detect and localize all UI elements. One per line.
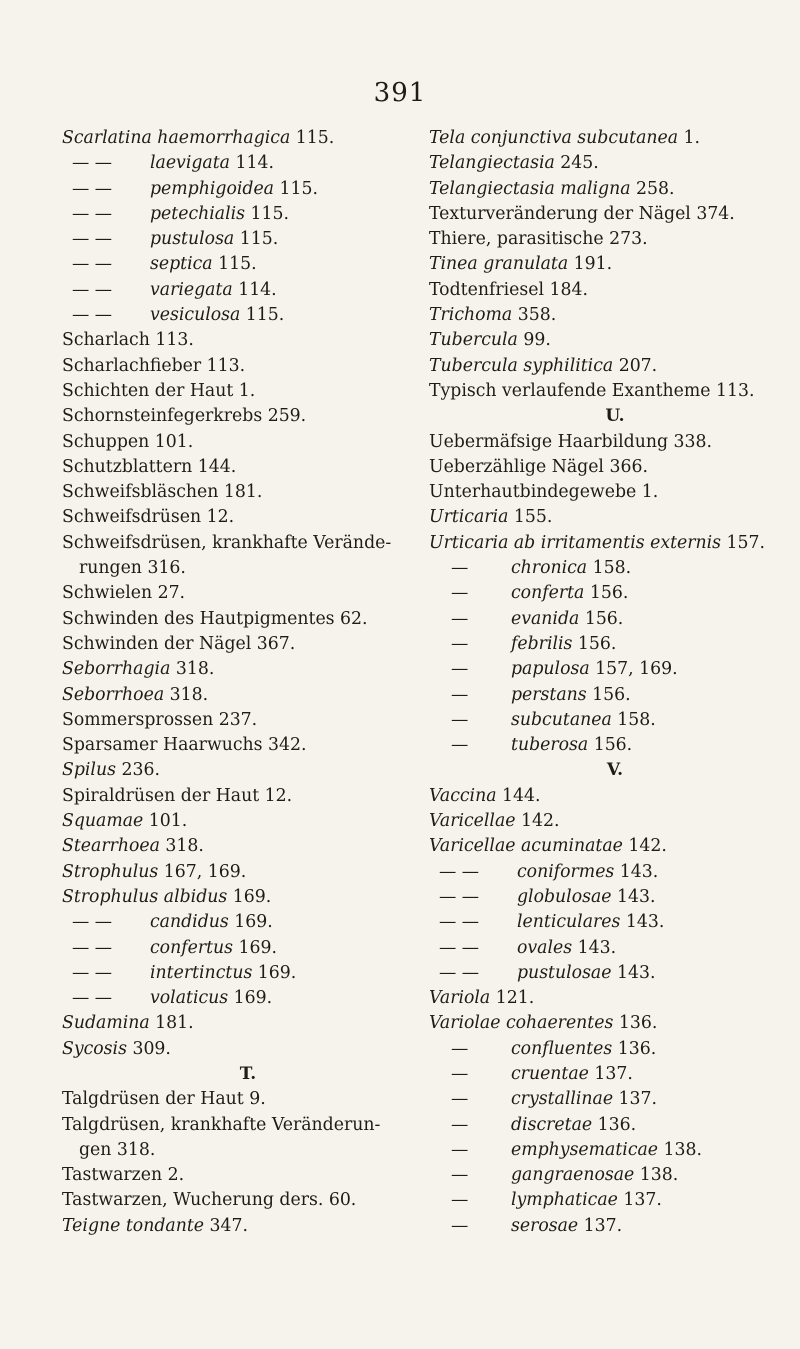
index-term: Texturveränderung der Nägel bbox=[429, 203, 691, 224]
page-reference: 169. bbox=[228, 988, 273, 1009]
page-reference: 136. bbox=[612, 1038, 657, 1059]
index-term: petechialis bbox=[150, 203, 246, 224]
page-reference: 101. bbox=[143, 811, 188, 832]
index-entry bbox=[429, 708, 800, 733]
index-entry bbox=[429, 303, 800, 328]
index-term: Schweifsdrüsen, krankhafte Verände- bbox=[62, 532, 392, 553]
index-term: Schwinden der Nägel bbox=[62, 633, 252, 654]
index-entry bbox=[429, 505, 800, 530]
index-entry bbox=[62, 430, 434, 455]
index-term: Spiraldrüsen der Haut bbox=[62, 785, 260, 806]
index-term: papulosa bbox=[511, 659, 590, 680]
index-entry bbox=[429, 455, 800, 480]
page-reference: 115. bbox=[212, 254, 257, 275]
page-reference: 1. bbox=[233, 380, 256, 401]
page-reference: 318. bbox=[170, 659, 215, 680]
index-column-left bbox=[62, 126, 434, 1239]
page-reference: 143. bbox=[611, 962, 656, 983]
page-reference: 157, 169. bbox=[589, 659, 678, 680]
page-reference: 156. bbox=[588, 735, 633, 756]
repeat-dash: — — bbox=[72, 912, 113, 933]
index-term: Telangiectasia bbox=[429, 153, 555, 174]
index-entry bbox=[62, 1113, 434, 1138]
index-term: Teigne tondante bbox=[62, 1215, 204, 1236]
index-entry bbox=[429, 151, 800, 176]
index-entry bbox=[62, 177, 434, 202]
page-reference: 138. bbox=[634, 1165, 679, 1186]
index-term: serosae bbox=[511, 1215, 579, 1236]
index-term: conferta bbox=[511, 583, 585, 604]
page-reference: 1. bbox=[636, 482, 659, 503]
index-term: Schwinden des Hautpigmentes bbox=[62, 608, 335, 629]
repeat-dash: — bbox=[451, 1089, 469, 1110]
index-term: rungen bbox=[79, 558, 142, 579]
repeat-dash: — — bbox=[72, 178, 113, 199]
repeat-dash: — bbox=[451, 1063, 469, 1084]
page-reference: 156. bbox=[572, 633, 617, 654]
index-entry bbox=[62, 404, 434, 429]
repeat-dash: — — bbox=[439, 861, 480, 882]
index-term: Todtenfriesel bbox=[429, 279, 544, 300]
index-entry bbox=[429, 733, 800, 758]
index-term: Schweifsbläschen bbox=[62, 482, 219, 503]
index-term: Strophulus bbox=[62, 861, 159, 882]
page-reference: 184. bbox=[544, 279, 588, 300]
index-term: subcutanea bbox=[511, 709, 612, 730]
index-entry bbox=[62, 607, 434, 632]
index-entry bbox=[429, 683, 800, 708]
repeat-dash: — bbox=[451, 684, 469, 705]
index-term: coniformes bbox=[517, 861, 615, 882]
index-entry bbox=[429, 581, 800, 606]
index-term: Ueberzählige Nägel bbox=[429, 456, 604, 477]
index-term: Schweifsdrüsen bbox=[62, 507, 202, 528]
index-term: Strophulus albidus bbox=[62, 886, 228, 907]
index-entry bbox=[429, 607, 800, 632]
index-term: laevigata bbox=[150, 153, 230, 174]
index-term: Urticaria bbox=[429, 507, 509, 528]
repeat-dash: — bbox=[451, 659, 469, 680]
index-term: Talgdrüsen der Haut bbox=[62, 1089, 244, 1110]
index-entry bbox=[429, 328, 800, 353]
index-entry bbox=[429, 202, 800, 227]
index-term: Tinea granulata bbox=[429, 254, 569, 275]
index-term: Squamae bbox=[62, 811, 144, 832]
index-entry bbox=[429, 556, 800, 581]
index-term: febrilis bbox=[511, 633, 573, 654]
page-reference: 157. bbox=[721, 532, 766, 553]
page-reference: 142. bbox=[622, 836, 667, 857]
index-term: discretae bbox=[511, 1114, 593, 1135]
repeat-dash: — bbox=[451, 1114, 469, 1135]
index-term: Talgdrüsen, krankhafte Veränderun- bbox=[62, 1114, 381, 1135]
page-reference: 137. bbox=[588, 1063, 633, 1084]
index-term: Scharlachfieber bbox=[62, 355, 202, 376]
index-term: Spilus bbox=[62, 760, 116, 781]
index-term: Telangiectasia maligna bbox=[429, 178, 631, 199]
page-reference: 259. bbox=[262, 406, 307, 427]
page-reference: 309. bbox=[126, 1038, 171, 1059]
index-entry bbox=[429, 961, 800, 986]
page-reference: 156. bbox=[584, 583, 629, 604]
repeat-dash: — — bbox=[72, 153, 113, 174]
page-number: 391 bbox=[373, 78, 427, 108]
index-entry bbox=[429, 379, 800, 404]
page-reference: 137. bbox=[613, 1089, 658, 1110]
page-reference: 156. bbox=[586, 684, 631, 705]
index-entry bbox=[62, 354, 434, 379]
repeat-dash: — — bbox=[439, 912, 480, 933]
index-entry bbox=[429, 531, 800, 556]
index-entry bbox=[429, 632, 800, 657]
index-entry bbox=[62, 303, 434, 328]
index-entry bbox=[62, 227, 434, 252]
index-entry bbox=[62, 657, 434, 682]
index-term: Schornsteinfegerkrebs bbox=[62, 406, 263, 427]
index-term: Schutzblattern bbox=[62, 456, 193, 477]
page-reference: 27. bbox=[152, 583, 186, 604]
repeat-dash: — bbox=[451, 1190, 469, 1211]
page-reference: 237. bbox=[213, 709, 258, 730]
repeat-dash: — bbox=[451, 633, 469, 654]
index-term: Uebermäfsige Haarbildung bbox=[429, 431, 669, 452]
index-term: evanida bbox=[511, 608, 580, 629]
index-entry bbox=[62, 733, 434, 758]
section-letter: U. bbox=[605, 406, 625, 427]
index-entry bbox=[62, 1214, 434, 1239]
index-entry bbox=[62, 202, 434, 227]
index-entry bbox=[62, 632, 434, 657]
index-entry bbox=[62, 556, 434, 581]
index-entry bbox=[429, 1037, 800, 1062]
repeat-dash: — — bbox=[72, 937, 113, 958]
index-entry bbox=[62, 910, 434, 935]
index-entry bbox=[62, 1138, 434, 1163]
index-entry bbox=[62, 683, 434, 708]
index-term: gen bbox=[79, 1139, 112, 1160]
index-entry bbox=[429, 986, 800, 1011]
page-reference: 316. bbox=[141, 558, 186, 579]
index-entry bbox=[429, 809, 800, 834]
index-term: Tastwarzen, Wucherung ders. bbox=[62, 1190, 324, 1211]
index-entry bbox=[429, 1214, 800, 1239]
index-entry bbox=[62, 480, 434, 505]
page-reference: 115. bbox=[245, 203, 290, 224]
index-term: crystallinae bbox=[511, 1089, 614, 1110]
page-reference: 155. bbox=[508, 507, 553, 528]
page-reference: 121. bbox=[490, 988, 535, 1009]
page-reference: 143. bbox=[620, 912, 665, 933]
repeat-dash: — bbox=[451, 1215, 469, 1236]
index-term: Tubercula syphilitica bbox=[429, 355, 614, 376]
page-reference: 181. bbox=[218, 482, 263, 503]
index-entry bbox=[429, 834, 800, 859]
index-term: gangraenosae bbox=[511, 1165, 635, 1186]
index-entry bbox=[429, 252, 800, 277]
index-term: pustulosae bbox=[517, 962, 612, 983]
index-entry bbox=[62, 885, 434, 910]
page-reference: 318. bbox=[164, 684, 209, 705]
repeat-dash: — bbox=[451, 735, 469, 756]
index-entry bbox=[62, 455, 434, 480]
index-entry bbox=[429, 1188, 800, 1213]
index-term: septica bbox=[150, 254, 213, 275]
page-reference: 156. bbox=[579, 608, 624, 629]
page-reference: 169. bbox=[252, 962, 297, 983]
index-term: globulosae bbox=[517, 886, 612, 907]
index-entry bbox=[429, 860, 800, 885]
page-reference: 136. bbox=[613, 1013, 658, 1034]
index-entry bbox=[62, 758, 434, 783]
index-term: Unterhautbindegewebe bbox=[429, 482, 637, 503]
repeat-dash: — bbox=[451, 1139, 469, 1160]
page-reference: 258. bbox=[630, 178, 675, 199]
page-reference: 137. bbox=[578, 1215, 623, 1236]
index-entry bbox=[429, 126, 800, 151]
page-reference: 9. bbox=[243, 1089, 266, 1110]
repeat-dash: — — bbox=[72, 254, 113, 275]
index-term: Sudamina bbox=[62, 1013, 150, 1034]
index-entry bbox=[62, 1188, 434, 1213]
index-term: Varicellae acuminatae bbox=[429, 836, 623, 857]
index-entry bbox=[62, 961, 434, 986]
page-reference: 236. bbox=[115, 760, 160, 781]
index-entry bbox=[429, 278, 800, 303]
repeat-dash: — — bbox=[72, 279, 113, 300]
repeat-dash: — — bbox=[439, 937, 480, 958]
page-reference: 115. bbox=[290, 128, 335, 148]
repeat-dash: — bbox=[451, 1038, 469, 1059]
index-entry bbox=[62, 1163, 434, 1188]
page-reference: 273. bbox=[603, 229, 648, 250]
repeat-dash: — — bbox=[72, 962, 113, 983]
index-term: vesiculosa bbox=[150, 305, 241, 326]
page-reference: 114. bbox=[229, 153, 274, 174]
page-reference: 347. bbox=[204, 1215, 248, 1236]
page-reference: 113. bbox=[201, 355, 246, 376]
index-term: Typisch verlaufende Exantheme bbox=[429, 380, 711, 401]
page-reference: 143. bbox=[614, 861, 659, 882]
index-entry bbox=[429, 1113, 800, 1138]
index-term: cruentae bbox=[511, 1063, 589, 1084]
page-reference: 342. bbox=[262, 735, 307, 756]
index-entry bbox=[429, 910, 800, 935]
index-entry bbox=[429, 1087, 800, 1112]
page-reference: 366. bbox=[603, 456, 648, 477]
index-term: pustulosa bbox=[150, 229, 235, 250]
index-term: Variolae cohaerentes bbox=[429, 1013, 614, 1034]
index-term: Thiere, parasitische bbox=[429, 229, 604, 250]
page-reference: 338. bbox=[668, 431, 713, 452]
index-term: Scharlach bbox=[62, 330, 150, 351]
index-entry bbox=[62, 379, 434, 404]
index-entry bbox=[62, 328, 434, 353]
index-term: volaticus bbox=[150, 988, 229, 1009]
page-reference: 114. bbox=[232, 279, 277, 300]
index-entry bbox=[429, 1011, 800, 1036]
index-term: lenticulares bbox=[517, 912, 621, 933]
repeat-dash: — bbox=[451, 608, 469, 629]
page-reference: 115. bbox=[240, 305, 285, 326]
repeat-dash: — — bbox=[439, 962, 480, 983]
index-term: perstans bbox=[511, 684, 587, 705]
page-reference: 142. bbox=[515, 811, 560, 832]
index-term: confertus bbox=[150, 937, 234, 958]
page-reference: 138. bbox=[658, 1139, 703, 1160]
index-entry bbox=[62, 986, 434, 1011]
index-entry bbox=[62, 1087, 434, 1112]
index-term: pemphigoidea bbox=[150, 178, 274, 199]
index-column-right bbox=[429, 126, 800, 1239]
index-term: Tubercula bbox=[429, 330, 518, 351]
page-reference: 245. bbox=[554, 153, 599, 174]
page-reference: 191. bbox=[568, 254, 613, 275]
index-entry bbox=[62, 784, 434, 809]
page-reference: 60. bbox=[323, 1190, 357, 1211]
page-reference: 12. bbox=[259, 785, 293, 806]
index-entry bbox=[429, 784, 800, 809]
index-term: Stearrhoea bbox=[62, 836, 160, 857]
repeat-dash: — bbox=[451, 709, 469, 730]
index-term: Sycosis bbox=[62, 1038, 127, 1059]
index-term: Scarlatina haemorrhagica bbox=[62, 128, 291, 148]
index-entry bbox=[429, 885, 800, 910]
index-term: variegata bbox=[150, 279, 233, 300]
page-reference: 1. bbox=[678, 128, 701, 148]
index-entry bbox=[62, 708, 434, 733]
index-term: ovales bbox=[517, 937, 573, 958]
index-entry bbox=[429, 657, 800, 682]
repeat-dash: — — bbox=[72, 203, 113, 224]
index-term: Urticaria ab irritamentis externis bbox=[429, 532, 722, 553]
index-term: Seborrhagia bbox=[62, 659, 171, 680]
index-term: tuberosa bbox=[511, 735, 589, 756]
page-reference: 158. bbox=[587, 558, 632, 579]
page-reference: 358. bbox=[512, 305, 557, 326]
index-term: Schuppen bbox=[62, 431, 150, 452]
index-term: candidus bbox=[150, 912, 229, 933]
repeat-dash: — — bbox=[72, 305, 113, 326]
index-term: Seborrhoea bbox=[62, 684, 165, 705]
page-reference: 367. bbox=[251, 633, 296, 654]
page-reference: 2. bbox=[162, 1165, 185, 1186]
page-reference: 12. bbox=[201, 507, 235, 528]
index-entry bbox=[62, 1011, 434, 1036]
index-entry bbox=[62, 126, 434, 151]
repeat-dash: — — bbox=[72, 229, 113, 250]
page-reference: 137. bbox=[617, 1190, 662, 1211]
page-reference: 169. bbox=[227, 886, 272, 907]
page-reference: 144. bbox=[192, 456, 237, 477]
repeat-dash: — bbox=[451, 558, 469, 579]
index-entry bbox=[429, 430, 800, 455]
index-entry bbox=[62, 1037, 434, 1062]
index-term: lymphaticae bbox=[511, 1190, 618, 1211]
index-entry bbox=[429, 354, 800, 379]
index-term: Sparsamer Haarwuchs bbox=[62, 735, 263, 756]
index-entry bbox=[429, 480, 800, 505]
index-entry bbox=[429, 227, 800, 252]
page-reference: 181. bbox=[149, 1013, 194, 1034]
repeat-dash: — bbox=[451, 583, 469, 604]
page-reference: 136. bbox=[592, 1114, 637, 1135]
page-reference: 167, 169. bbox=[158, 861, 247, 882]
page-reference: 113. bbox=[710, 380, 755, 401]
index-term: chronica bbox=[511, 558, 588, 579]
repeat-dash: — — bbox=[72, 988, 113, 1009]
index-entry bbox=[429, 1163, 800, 1188]
page-reference: 115. bbox=[234, 229, 279, 250]
page-reference: 62. bbox=[334, 608, 368, 629]
index-term: Tastwarzen bbox=[62, 1165, 163, 1186]
index-term: Variola bbox=[429, 988, 491, 1009]
page-reference: 113. bbox=[149, 330, 194, 351]
index-entry bbox=[429, 177, 800, 202]
index-entry bbox=[62, 278, 434, 303]
index-entry bbox=[62, 936, 434, 961]
index-entry bbox=[62, 531, 434, 556]
page-reference: 143. bbox=[611, 886, 656, 907]
index-term: Sommersprossen bbox=[62, 709, 214, 730]
section-letter: V. bbox=[606, 760, 624, 781]
page-reference: 169. bbox=[228, 912, 273, 933]
page-reference: 115. bbox=[273, 178, 318, 199]
index-term: intertinctus bbox=[150, 962, 253, 983]
index-entry bbox=[429, 1138, 800, 1163]
index-entry bbox=[62, 834, 434, 859]
index-entry bbox=[62, 505, 434, 530]
index-term: confluentes bbox=[511, 1038, 613, 1059]
index-entry bbox=[62, 252, 434, 277]
page-reference: 318. bbox=[111, 1139, 156, 1160]
repeat-dash: — bbox=[451, 1165, 469, 1186]
page-reference: 318. bbox=[159, 836, 204, 857]
index-term: Vaccina bbox=[429, 785, 497, 806]
index-term: Trichoma bbox=[429, 305, 513, 326]
index-term: Schichten der Haut bbox=[62, 380, 234, 401]
index-entry bbox=[62, 860, 434, 885]
index-entry bbox=[62, 809, 434, 834]
page-reference: 99. bbox=[517, 330, 551, 351]
index-entry bbox=[62, 581, 434, 606]
page-reference: 374. bbox=[690, 203, 735, 224]
index-term: Tela conjunctiva subcutanea bbox=[429, 128, 679, 148]
section-letter: T. bbox=[239, 1063, 257, 1084]
repeat-dash: — — bbox=[439, 886, 480, 907]
index-entry bbox=[429, 936, 800, 961]
index-term: Schwielen bbox=[62, 583, 153, 604]
page-reference: 169. bbox=[233, 937, 278, 958]
page-reference: 144. bbox=[496, 785, 541, 806]
index-term: emphysematicae bbox=[511, 1139, 659, 1160]
index-term: Varicellae bbox=[429, 811, 516, 832]
page-reference: 143. bbox=[572, 937, 617, 958]
index-entry bbox=[429, 1062, 800, 1087]
index-entry bbox=[62, 151, 434, 176]
page-reference: 207. bbox=[613, 355, 658, 376]
page-reference: 101. bbox=[149, 431, 194, 452]
page-reference: 158. bbox=[611, 709, 656, 730]
